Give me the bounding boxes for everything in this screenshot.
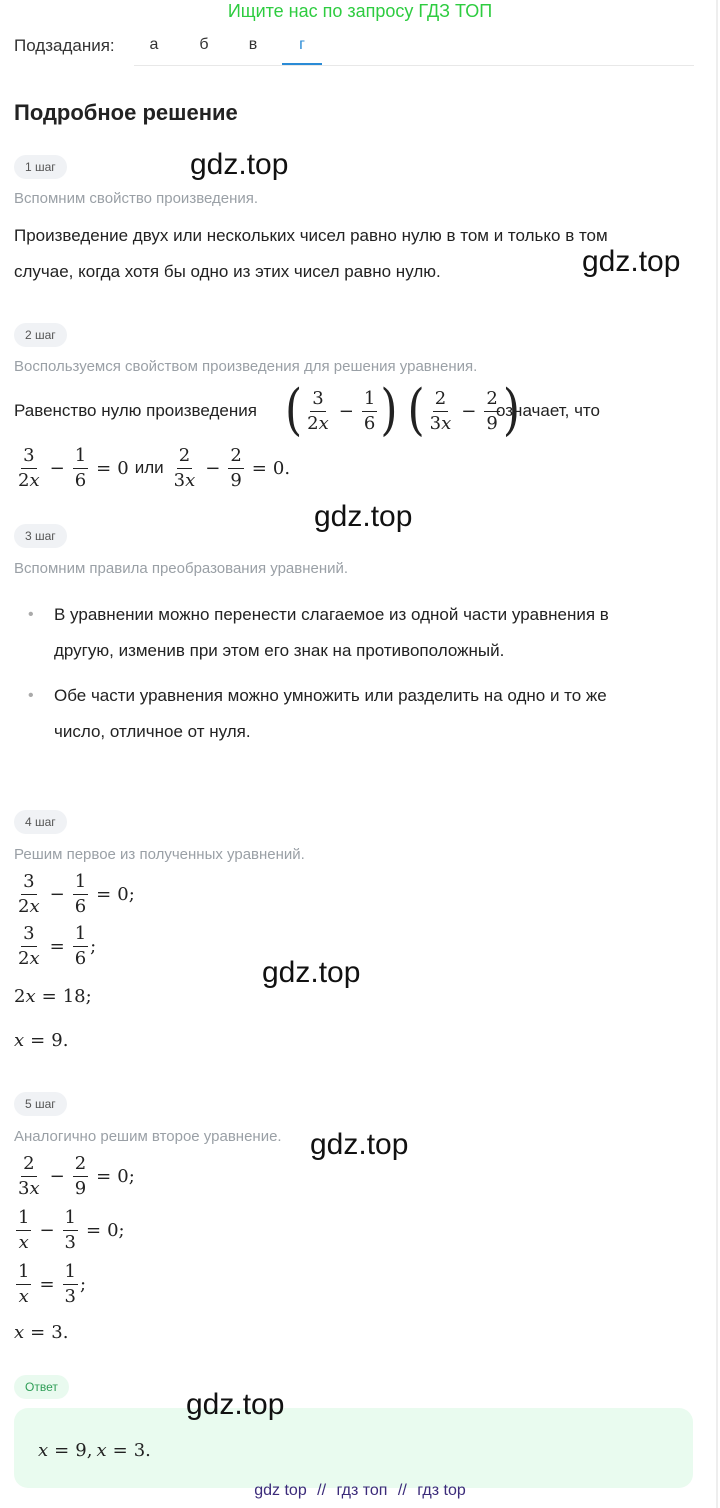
equations-line: $\frac{3}{2x}$ − $\frac{1}{6}$ = 0 или $\frac{2}{3x}$ − $\frac{2}{9}$ = 0. xyxy=(18,444,291,491)
bullet-2-line2: число, отличное от нуля. xyxy=(54,722,251,741)
watermark: gdz.top xyxy=(314,500,413,533)
watermark: gdz.top xyxy=(582,245,681,278)
step-5-badge: 5 шаг xyxy=(14,1092,67,1116)
step-4-eq-1: $\frac{3}{2x}$ − $\frac{1}{6}$ = 0; xyxy=(18,870,135,917)
step-4-hint: Решим первое из полученных уравнений. xyxy=(14,846,305,863)
answer-badge: Ответ xyxy=(14,1375,69,1399)
product-expression: ( $\frac{3}{2x}$ − $\frac{1}{6}$ ) ( $\frac{2}{3x}$ − $\frac{2}{9}$ ) xyxy=(285,378,520,443)
tab-a[interactable]: а xyxy=(149,36,159,53)
tab-b[interactable]: б xyxy=(199,36,209,53)
step-2-text-start: Равенство нулю произведения xyxy=(14,401,257,420)
step-5-eq-3: $\frac{1}{x}$ = $\frac{1}{3}$ ; xyxy=(18,1260,87,1307)
step-1-badge: 1 шаг xyxy=(14,155,67,179)
step-4-eq-2: $\frac{3}{2x}$ = $\frac{1}{6}$ ; xyxy=(18,922,97,969)
active-tab-indicator xyxy=(282,63,322,65)
watermark: gdz.top xyxy=(310,1128,409,1161)
bullet-dot: • xyxy=(28,687,34,704)
footer-links xyxy=(0,1482,720,1500)
step-4-eq-3: 2x = 18; xyxy=(14,985,92,1007)
answer-value: x = 9, x = 3. xyxy=(38,1439,151,1461)
bullet-1-line1: В уравнении можно перенести слагаемое из одной части уравнения в xyxy=(54,605,609,624)
step-2-hint: Воспользуемся свойством произведения для решения уравнения. xyxy=(14,358,478,375)
step-4-badge: 4 шаг xyxy=(14,810,67,834)
watermark: gdz.top xyxy=(190,148,289,181)
or-word: или xyxy=(134,458,164,477)
footer-link[interactable]: гдз top xyxy=(417,1482,466,1499)
tabs-divider xyxy=(134,65,694,66)
scrollbar[interactable] xyxy=(716,0,718,1508)
step-2-text-end: означает, что xyxy=(496,401,600,420)
step-2-badge: 2 шаг xyxy=(14,323,67,347)
step-3-hint: Вспомним правила преобразования уравнений. xyxy=(14,560,349,577)
page-title: Подробное решение xyxy=(14,100,238,125)
step-5-eq-4: x = 3. xyxy=(14,1321,69,1343)
bullet-dot: • xyxy=(28,606,34,623)
footer-link[interactable]: gdz top xyxy=(254,1482,307,1499)
bullet-1-line2: другую, изменив при этом его знак на противоположный. xyxy=(54,641,505,660)
step-1-text-line2: случае, когда хотя бы одно из этих чисел равно нулю. xyxy=(14,262,441,281)
footer-link[interactable]: гдз топ xyxy=(336,1482,388,1499)
step-5-eq-2: $\frac{1}{x}$ − $\frac{1}{3}$ = 0; xyxy=(18,1206,125,1253)
tab-g[interactable]: г xyxy=(299,36,305,53)
bullet-2-line1: Обе части уравнения можно умножить или разделить на одно и то же xyxy=(54,686,607,705)
step-4-eq-4: x = 9. xyxy=(14,1029,69,1051)
step-3-badge: 3 шаг xyxy=(14,524,67,548)
tab-v[interactable]: в xyxy=(248,36,258,53)
watermark: gdz.top xyxy=(262,956,361,989)
subtasks-label: Подзадания: xyxy=(14,36,115,55)
watermark: gdz.top xyxy=(186,1388,285,1421)
step-1-hint: Вспомним свойство произведения. xyxy=(14,190,259,207)
footer-separator: // xyxy=(397,1482,407,1499)
step-5-hint: Аналогично решим второе уравнение. xyxy=(14,1128,282,1145)
step-5-eq-1: $\frac{2}{3x}$ − $\frac{2}{9}$ = 0; xyxy=(18,1152,135,1199)
step-1-text-line1: Произведение двух или нескольких чисел равно нулю в том и только в том xyxy=(14,226,608,245)
footer-separator: // xyxy=(317,1482,327,1499)
promo-banner: Ищите нас по запросу ГДЗ ТОП xyxy=(227,1,493,21)
